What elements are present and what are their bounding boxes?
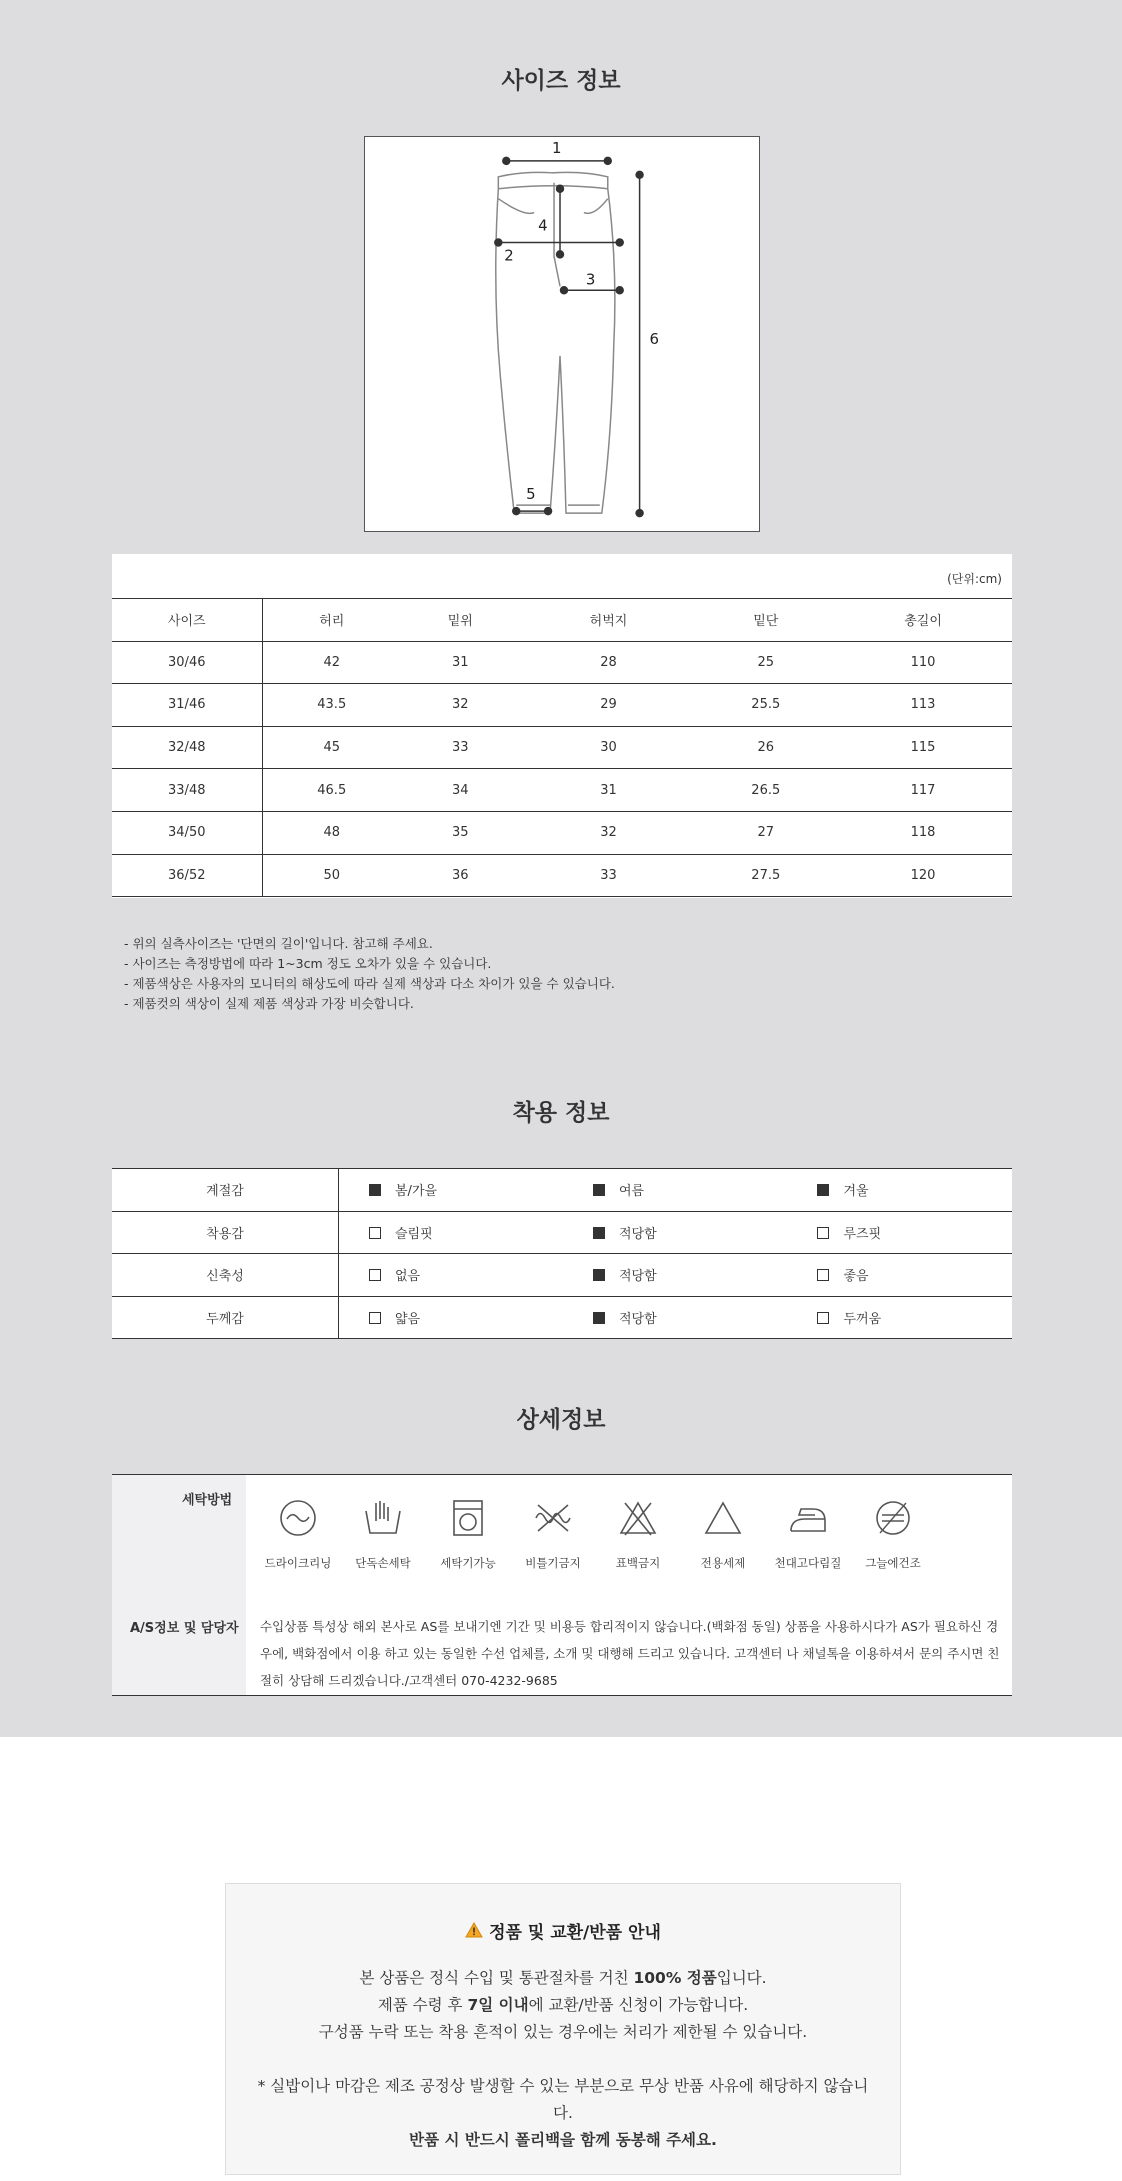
table-cell: 42 xyxy=(262,641,401,684)
unchecked-box-icon xyxy=(369,1227,381,1239)
table-header: 허벅지 xyxy=(520,599,698,642)
table-cell: 33 xyxy=(401,726,520,769)
table-cell: 26.5 xyxy=(697,769,834,812)
size-notes xyxy=(124,934,615,1014)
checked-box-icon xyxy=(369,1184,381,1196)
unchecked-box-icon xyxy=(369,1312,381,1324)
wear-row-label: 계절감 xyxy=(112,1169,339,1212)
wash-item-label: 세탁기가능 xyxy=(440,1556,496,1570)
wear-row-season xyxy=(112,1169,1012,1212)
wash-item-label: 표백금지 xyxy=(615,1556,661,1570)
table-cell: 34 xyxy=(401,769,520,812)
table-cell: 29 xyxy=(520,684,698,727)
wear-row-stretch xyxy=(112,1254,1012,1297)
table-header: 밑단 xyxy=(697,599,834,642)
size-table-panel xyxy=(112,554,1012,898)
wear-option xyxy=(563,1169,787,1212)
table-header-row xyxy=(112,599,1012,642)
wash-item-label: 단독손세탁 xyxy=(355,1556,411,1570)
checked-box-icon xyxy=(593,1184,605,1196)
wear-row-label: 두께감 xyxy=(112,1296,339,1339)
wash-item-label: 드라이크리닝 xyxy=(264,1556,332,1570)
table-cell: 48 xyxy=(262,811,401,854)
wash-item-label: 전용세제 xyxy=(700,1556,746,1570)
washing-machine-icon xyxy=(447,1497,489,1539)
wear-info-table xyxy=(112,1168,1012,1339)
checked-box-icon xyxy=(817,1184,829,1196)
unchecked-box-icon xyxy=(817,1312,829,1324)
table-cell: 28 xyxy=(520,641,698,684)
table-cell: 50 xyxy=(262,854,401,897)
table-cell: 27 xyxy=(697,811,834,854)
table-row xyxy=(112,769,1012,812)
notice-line xyxy=(226,1965,900,1992)
wear-option xyxy=(339,1169,563,1212)
option-label: 겨울 xyxy=(843,1184,869,1200)
table-cell: 30 xyxy=(520,726,698,769)
table-cell: 110 xyxy=(834,641,1012,684)
table-cell: 46.5 xyxy=(262,769,401,812)
exchange-return-notice xyxy=(225,1883,901,2175)
table-cell: 43.5 xyxy=(262,684,401,727)
option-label: 두꺼움 xyxy=(843,1311,882,1327)
option-label: 슬림핏 xyxy=(395,1226,433,1242)
note-line: - 제품색상은 사용자의 모니터의 해상도에 따라 실제 색상과 다소 차이가 있을 수 있습니다. xyxy=(124,976,615,991)
no-bleach-icon xyxy=(617,1497,659,1539)
wash-item xyxy=(338,1497,428,1571)
no-wring-icon xyxy=(532,1497,574,1539)
table-cell: 26 xyxy=(697,726,834,769)
wash-item-label: 천대고다림질 xyxy=(774,1556,842,1570)
wash-item xyxy=(763,1497,853,1571)
table-cell: 25.5 xyxy=(697,684,834,727)
table-cell: 31 xyxy=(520,769,698,812)
table-row xyxy=(112,854,1012,897)
diagram-label-2: 2 xyxy=(504,246,514,265)
option-label: 없음 xyxy=(395,1269,421,1285)
wear-option xyxy=(787,1211,1012,1254)
diagram-label-5: 5 xyxy=(526,485,536,504)
diagram-label-6: 6 xyxy=(649,329,660,348)
table-cell: 32 xyxy=(401,684,520,727)
option-label: 루즈핏 xyxy=(843,1226,882,1242)
wash-method-label: 세탁방법 xyxy=(182,1493,233,1508)
table-cell: 27.5 xyxy=(697,854,834,897)
notice-text: 본 상품은 정식 수입 및 통관절차를 거친 xyxy=(359,1969,634,1987)
table-cell: 32 xyxy=(520,811,698,854)
table-row xyxy=(112,811,1012,854)
wear-option xyxy=(339,1254,563,1297)
wash-item xyxy=(678,1497,768,1571)
wear-option xyxy=(787,1296,1012,1339)
table-header: 허리 xyxy=(262,599,401,642)
wash-item-label: 그늘에건조 xyxy=(865,1556,921,1570)
shade-dry-icon xyxy=(872,1497,914,1539)
table-header: 사이즈 xyxy=(112,599,262,642)
notice-emphasis: 7일 이내 xyxy=(467,1996,529,2014)
table-cell: 35 xyxy=(401,811,520,854)
notice-text: 에 교환/반품 신청이 가능합니다. xyxy=(528,1996,749,2014)
wear-option xyxy=(563,1211,787,1254)
unchecked-box-icon xyxy=(817,1269,829,1281)
wear-option xyxy=(563,1296,787,1339)
option-label: 얇음 xyxy=(395,1311,421,1327)
wash-item xyxy=(848,1497,938,1571)
dry-clean-icon xyxy=(277,1497,319,1539)
size-table xyxy=(112,598,1012,897)
table-header: 총길이 xyxy=(834,599,1012,642)
size-cell: 36/52 xyxy=(112,854,262,897)
wear-row-label: 착용감 xyxy=(112,1211,339,1254)
checked-box-icon xyxy=(593,1312,605,1324)
option-label: 적당함 xyxy=(618,1269,657,1285)
notice-line-bold xyxy=(226,2127,900,2154)
size-cell: 34/50 xyxy=(112,811,262,854)
notice-title xyxy=(226,1918,900,1943)
notice-line: * 실밥이나 마감은 제조 공정상 발생할 수 있는 부분으로 무상 반품 사유에 해당하지 않습니다. xyxy=(257,2077,869,2122)
table-cell: 117 xyxy=(834,769,1012,812)
wear-info-title: 착용 정보 xyxy=(512,1100,610,1126)
table-header: 밑위 xyxy=(401,599,520,642)
size-diagram xyxy=(364,136,760,532)
table-cell: 115 xyxy=(834,726,1012,769)
option-label: 적당함 xyxy=(618,1226,657,1242)
wash-item xyxy=(423,1497,513,1571)
size-cell: 30/46 xyxy=(112,641,262,684)
wash-item-label: 비틀기금지 xyxy=(525,1556,581,1570)
option-label: 봄/가을 xyxy=(395,1184,438,1200)
detergent-icon xyxy=(702,1497,744,1539)
wear-row-fit xyxy=(112,1211,1012,1254)
notice-emphasis: 반품 시 반드시 폴리백을 함께 동봉해 주세요. xyxy=(409,2131,717,2149)
checked-box-icon xyxy=(593,1269,605,1281)
notice-emphasis: 100% 정품 xyxy=(633,1969,717,1987)
detail-info-title: 상세정보 xyxy=(516,1407,606,1433)
note-line: - 위의 실측사이즈는 '단면의 길이'입니다. 참고해 주세요. xyxy=(124,936,433,951)
notice-title-text: 정품 및 교환/반품 안내 xyxy=(489,1923,661,1943)
diagram-label-1: 1 xyxy=(552,138,562,157)
table-cell: 45 xyxy=(262,726,401,769)
notice-line: 구성품 누락 또는 착용 흔적이 있는 경우에는 처리가 제한될 수 있습니다. xyxy=(318,2023,808,2041)
wear-row-label: 신축성 xyxy=(112,1254,339,1297)
unit-label: (단위:cm) xyxy=(947,572,1002,586)
option-label: 적당함 xyxy=(618,1311,657,1327)
size-cell: 31/46 xyxy=(112,684,262,727)
unchecked-box-icon xyxy=(369,1269,381,1281)
iron-icon xyxy=(787,1497,829,1539)
diagram-label-4: 4 xyxy=(538,216,548,235)
note-line: - 제품컷의 색상이 실제 제품 색상과 가장 비슷합니다. xyxy=(124,996,414,1011)
warning-icon xyxy=(465,1922,483,1943)
table-cell: 25 xyxy=(697,641,834,684)
wash-item xyxy=(593,1497,683,1571)
notice-line xyxy=(226,1992,900,2019)
checked-box-icon xyxy=(593,1227,605,1239)
diagram-label-3: 3 xyxy=(585,270,596,289)
table-cell: 33 xyxy=(520,854,698,897)
table-cell: 118 xyxy=(834,811,1012,854)
notice-text: 입니다. xyxy=(716,1969,767,1987)
wash-item xyxy=(253,1497,343,1571)
as-info-text: 수입상품 특성상 해외 본사로 AS를 보내기엔 기간 및 비용등 합리적이지 않습니다.(백화점 동일) 상품을 사용하시다가 AS가 필요하신 경우에, 백화점에서 이용 하고 있는 동일한 수선 업체를, 소개 및 대행해 드리고 있습니다. 고객센터 나 채널톡을 이용하셔서 문의 주시면 친절히 상담해 드리겠습니다./고객센터 070-4232-9685 xyxy=(260,1619,1000,1688)
wear-row-thickness xyxy=(112,1296,1012,1339)
table-cell: 113 xyxy=(834,684,1012,727)
size-cell: 32/48 xyxy=(112,726,262,769)
pants-measurement-diagram xyxy=(365,137,759,531)
detail-info-panel xyxy=(112,1474,1012,1696)
wear-option xyxy=(339,1211,563,1254)
wash-item xyxy=(508,1497,598,1571)
table-row xyxy=(112,684,1012,727)
notice-text: 제품 수령 후 xyxy=(377,1996,468,2014)
note-line: - 사이즈는 측정방법에 따라 1~3cm 정도 오차가 있을 수 있습니다. xyxy=(124,956,492,971)
table-cell: 31 xyxy=(401,641,520,684)
size-info-title: 사이즈 정보 xyxy=(501,68,621,94)
option-label: 좋음 xyxy=(843,1269,869,1285)
table-cell: 120 xyxy=(834,854,1012,897)
table-row xyxy=(112,726,1012,769)
hand-wash-icon xyxy=(362,1497,404,1539)
unchecked-box-icon xyxy=(817,1227,829,1239)
wear-option xyxy=(787,1254,1012,1297)
notice-body xyxy=(226,1965,900,2154)
wear-option xyxy=(339,1296,563,1339)
size-cell: 33/48 xyxy=(112,769,262,812)
table-cell: 36 xyxy=(401,854,520,897)
wear-option xyxy=(787,1169,1012,1212)
detail-label-column xyxy=(112,1475,246,1695)
wear-option xyxy=(563,1254,787,1297)
table-row xyxy=(112,641,1012,684)
option-label: 여름 xyxy=(618,1184,645,1200)
as-info-label: A/S정보 및 담당자 xyxy=(130,1621,239,1636)
